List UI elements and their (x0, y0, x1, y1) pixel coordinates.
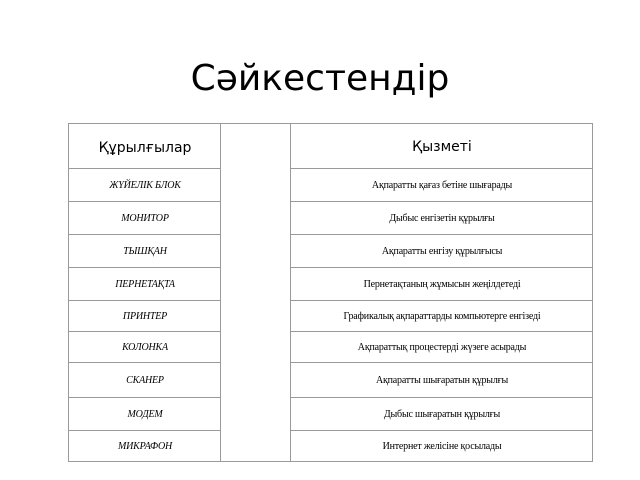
device-cell: ЖҮЙЕЛІК БЛОК (109, 179, 181, 191)
devices-header: Құрылғылар (98, 140, 192, 156)
function-cell: Ақпаратты шығаратын құрылғы (375, 374, 509, 386)
device-cell: МОНИТОР (121, 212, 169, 224)
function-cell: Ақпараттық процестерді жүзеге асырады (357, 341, 527, 353)
device-cell: МИКРАФОН (117, 441, 173, 452)
functions-header: Қызметі (412, 139, 472, 155)
device-cell: МОДЕМ (127, 408, 163, 420)
empty-middle-column (220, 123, 291, 462)
device-cell: ПЕРНЕТАҚТА (115, 278, 175, 290)
device-cell: ТЫШҚАН (123, 245, 167, 257)
function-cell: Дыбыс енгізетін құрылғы (389, 212, 495, 224)
function-cell: Пернетақтаның жұмысын жеңілдетеді (363, 278, 521, 290)
device-cell: СКАНЕР (126, 374, 164, 386)
function-cell: Ақпаратты қағаз бетіне шығарады (371, 179, 513, 191)
page-title: Сәйкестендір (190, 58, 450, 99)
device-cell: КОЛОНКА (122, 341, 168, 353)
function-cell: Дыбыс шығаратын құрылғы (383, 408, 501, 420)
function-cell: Графикалық ақпараттарды компьютерге енгізеді (343, 310, 541, 322)
function-cell: Ақпаратты енгізу құрылғысы (381, 245, 503, 257)
device-cell: ПРИНТЕР (122, 310, 168, 322)
function-cell: Интернет желісіне қосылады (382, 441, 502, 452)
